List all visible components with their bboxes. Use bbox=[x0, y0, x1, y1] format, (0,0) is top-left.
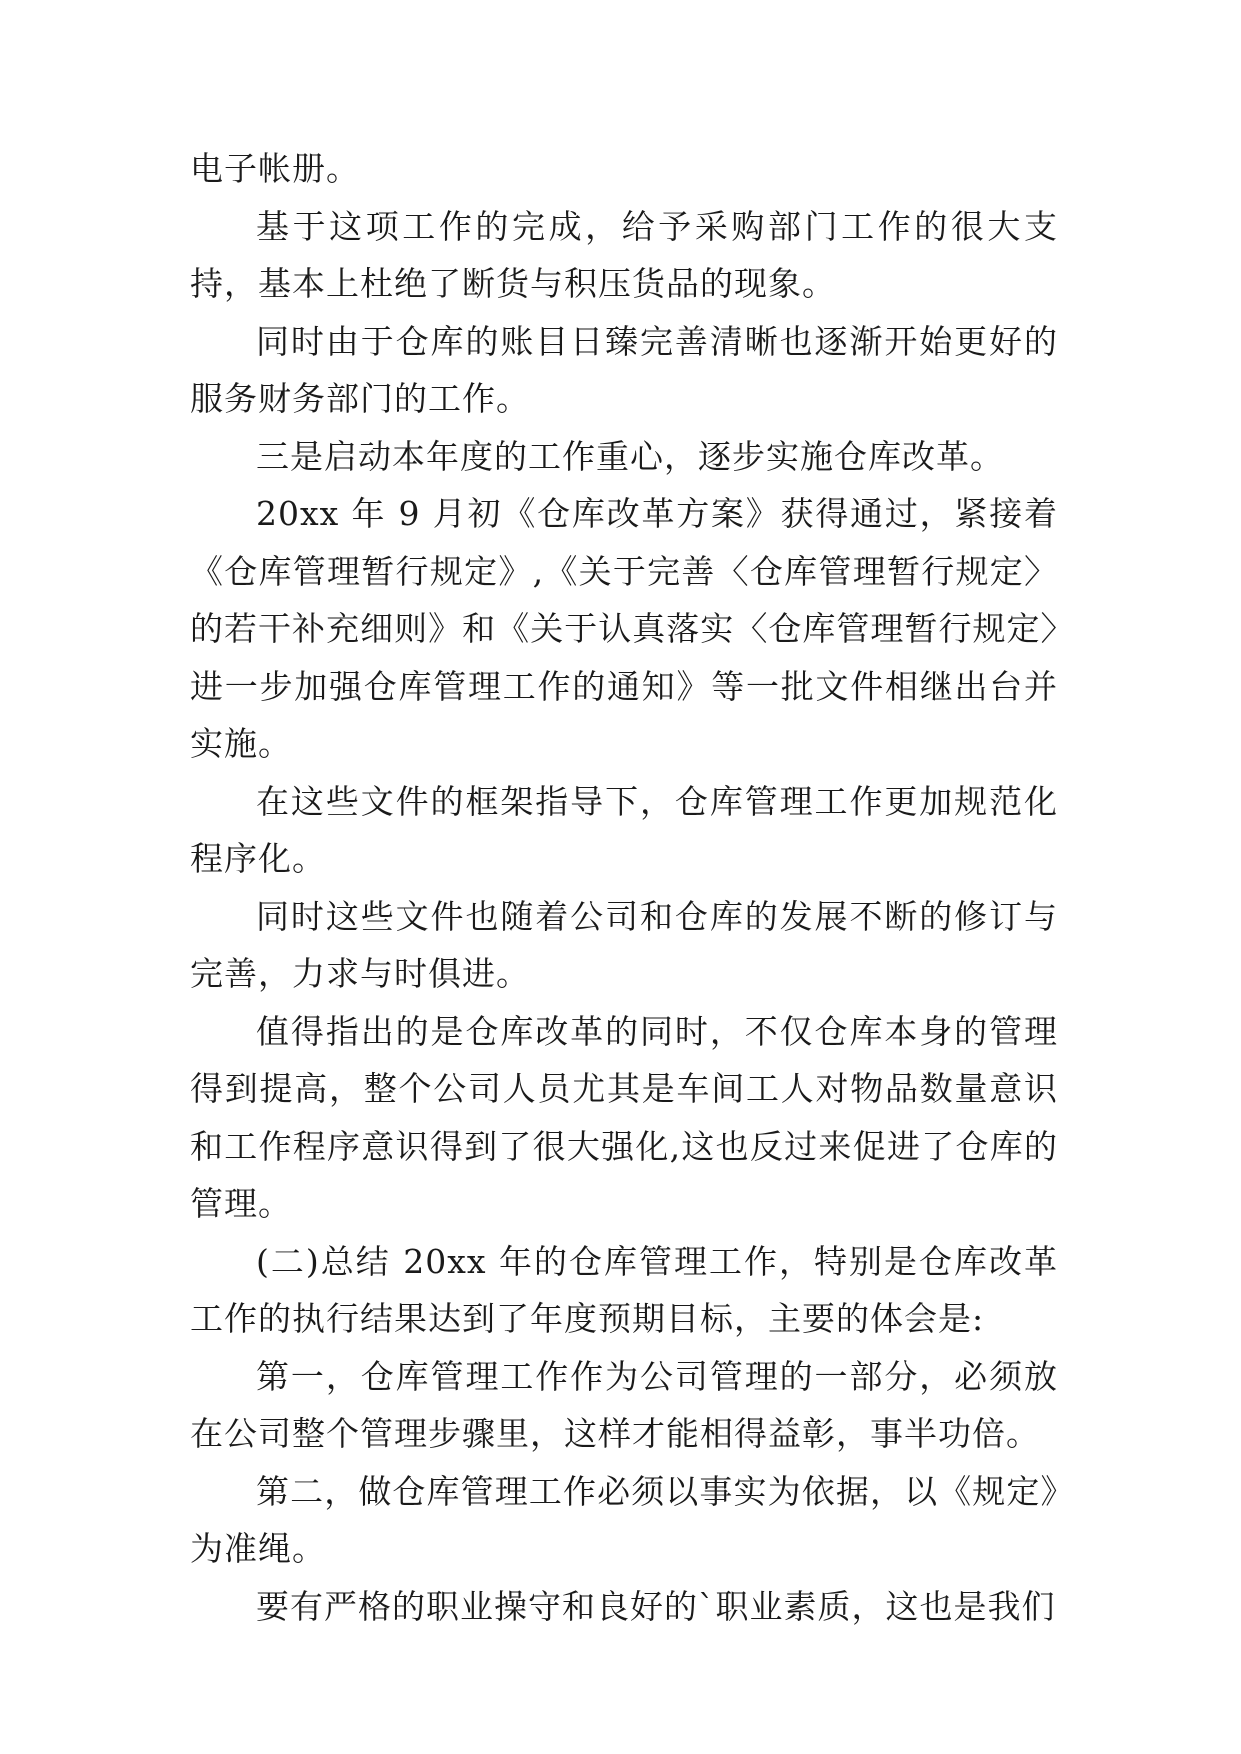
paragraph: 三是启动本年度的工作重心，逐步实施仓库改革。 bbox=[256, 436, 1004, 476]
paragraph: 基于这项工作的完成，给予采购部门工作的很大支持，基本上杜绝了断货与积压货品的现象。 bbox=[190, 206, 1058, 303]
paragraph: 值得指出的是仓库改革的同时，不仅仓库本身的管理得到提高，整个公司人员尤其是车间工人对物品数量意识和工作程序意识得到了很大强化,这也反过来促进了仓库的管理。 bbox=[190, 1011, 1058, 1223]
paragraph: 第一，仓库管理工作作为公司管理的一部分，必须放在公司整个管理步骤里，这样才能相得益彰，事半功倍。 bbox=[190, 1356, 1058, 1453]
paragraph: 第二，做仓库管理工作必须以事实为依据，以《规定》为准绳。 bbox=[190, 1471, 1058, 1568]
paragraph: 20xx 年 9 月初《仓库改革方案》获得通过，紧接着《仓库管理暂行规定》,《关于完善〈仓库管理暂行规定〉的若干补充细则》和《关于认真落实〈仓库管理暂行规定〉进一步加强仓库管理工作的通知》等一批文件相继出台并实施。 bbox=[190, 494, 1058, 763]
document-body bbox=[190, 140, 1058, 1635]
paragraph: (二)总结 20xx 年的仓库管理工作，特别是仓库改革工作的执行结果达到了年度预期目标，主要的体会是: bbox=[190, 1241, 1058, 1338]
paragraph: 电子帐册。 bbox=[190, 149, 360, 188]
paragraph: 在这些文件的框架指导下，仓库管理工作更加规范化程序化。 bbox=[190, 781, 1058, 878]
paragraph: 同时这些文件也随着公司和仓库的发展不断的修订与完善，力求与时俱进。 bbox=[190, 896, 1058, 993]
paragraph: 同时由于仓库的账目日臻完善清晰也逐渐开始更好的服务财务部门的工作。 bbox=[190, 321, 1058, 418]
paragraph: 要有严格的职业操守和良好的`职业素质，这也是我们 bbox=[256, 1586, 1056, 1626]
